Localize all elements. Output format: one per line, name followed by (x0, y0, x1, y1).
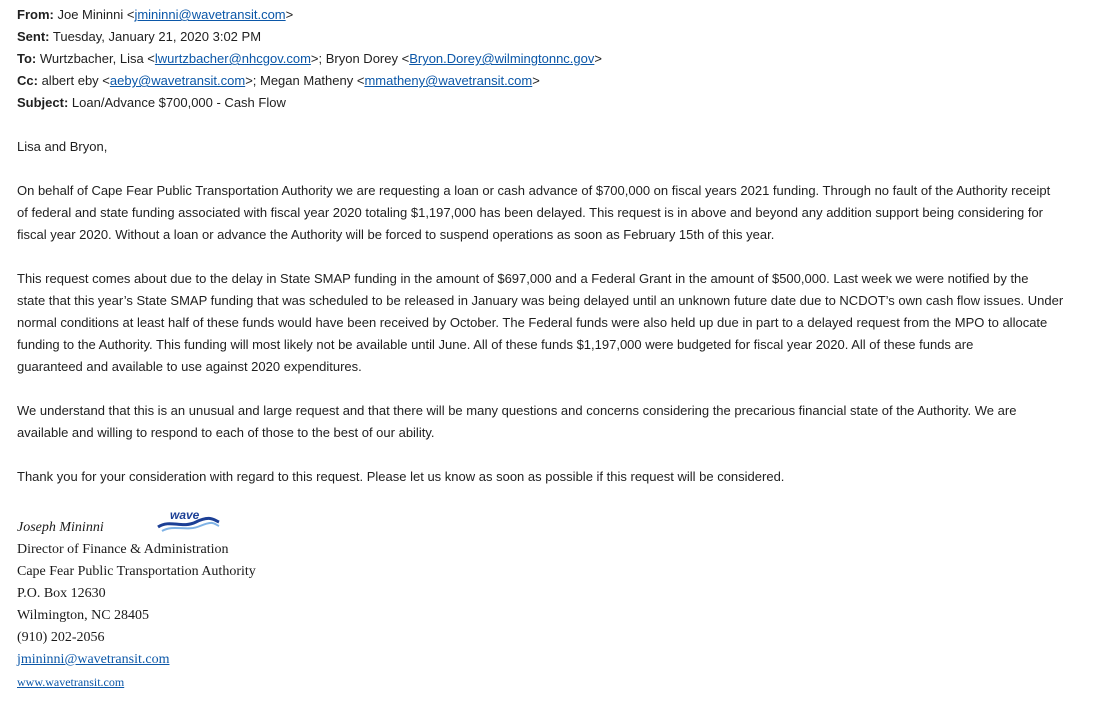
signature-org: Cape Fear Public Transportation Authority (17, 564, 256, 579)
cc-close: > (532, 73, 540, 88)
header-to (17, 48, 1099, 70)
to-name1: Wurtzbacher, Lisa < (39, 51, 155, 66)
paragraph-line: On behalf of Cape Fear Public Transportation Authority we are requesting a loan or cash advance of $700,000 on fiscal years 2021 funding. Through no fault of the Authority receipt (17, 183, 1051, 198)
cc-email1-link[interactable]: aeby@wavetransit.com (109, 73, 246, 88)
cc-email2-link[interactable]: mmatheny@wavetransit.com (364, 73, 533, 88)
header-cc (17, 70, 1099, 92)
paragraph-line: state that this year’s State SMAP funding that was scheduled to be released in January was being delayed until an unknown future date due to NCDOT’s own cash flow issues. Under (17, 293, 1064, 308)
logo-text: wave (170, 508, 200, 522)
to-email1-link[interactable]: lwurtzbacher@nhcgov.com (154, 51, 311, 66)
header-from (17, 4, 1099, 26)
to-close: > (594, 51, 602, 66)
sent-value: Tuesday, January 21, 2020 3:02 PM (52, 29, 262, 44)
to-separator: >; Bryon Dorey < (310, 51, 410, 66)
subject-value: Loan/Advance $700,000 - Cash Flow (71, 95, 286, 110)
paragraph-2 (17, 268, 1099, 378)
paragraph-line: available and willing to respond to each of those to the best of our ability. (17, 425, 435, 440)
email-message (17, 4, 1099, 488)
paragraph-line: funding to the Authority. This funding will most likely not be available until June. All of these funds $1,197,000 were budgeted for fiscal year 2020. All of these funds are (17, 337, 974, 352)
signature-block (17, 517, 256, 693)
to-email2-link[interactable]: Bryon.Dorey@wilmingtonnc.gov (409, 51, 595, 66)
cc-label: Cc: (17, 73, 38, 88)
signature-website-link[interactable]: www.wavetransit.com (17, 675, 125, 689)
paragraph-line: normal conditions at least half of these funds would have been received by October. The Federal funds were also held up due in part to a delayed request from the MPO to allocate (17, 315, 1048, 330)
paragraph-1 (17, 180, 1099, 246)
signature-po-box: P.O. Box 12630 (17, 586, 106, 601)
signature-name: Joseph Mininni (17, 520, 104, 535)
cc-name1: albert eby < (41, 73, 110, 88)
paragraph-line: of federal and state funding associated with fiscal year 2020 totaling $1,197,000 has been delayed. This request is in above and beyond any addition support being considering for (17, 205, 1044, 220)
to-label: To: (17, 51, 37, 66)
sent-label: Sent: (17, 29, 50, 44)
paragraph-line: This request comes about due to the delay in State SMAP funding in the amount of $697,000 and a Federal Grant in the amount of $500,000. Last week we were notified by the (17, 271, 1029, 286)
subject-label: Subject: (17, 95, 69, 110)
signature-phone: (910) 202-2056 (17, 630, 105, 645)
signature-title: Director of Finance & Administration (17, 542, 229, 557)
signature-email-link[interactable]: jmininni@wavetransit.com (17, 652, 170, 667)
header-sent (17, 26, 1099, 48)
paragraph-line: fiscal year 2020. Without a loan or advance the Authority will be forced to suspend operations as soon as February 15th of this year. (17, 227, 775, 242)
from-close: > (285, 7, 294, 22)
from-name: Joe Mininni < (57, 7, 135, 22)
header-subject (17, 92, 1099, 114)
greeting: Lisa and Bryon, (17, 139, 108, 154)
paragraph-line: We understand that this is an unusual and large request and that there will be many questions and concerns considering the precarious financial state of the Authority. We are (17, 403, 1017, 418)
paragraph-line: Thank you for your consideration with regard to this request. Please let us know as soon as possible if this request will be considered. (17, 469, 785, 484)
signature-city: Wilmington, NC 28405 (17, 608, 150, 623)
paragraph-3 (17, 400, 1099, 444)
cc-separator: >; Megan Matheny < (245, 73, 365, 88)
from-email-link[interactable]: jmininni@wavetransit.com (134, 7, 286, 22)
paragraph-line: guaranteed and available to use against 2020 expenditures. (17, 359, 362, 374)
from-label: From: (17, 7, 54, 22)
paragraph-4 (17, 466, 1099, 488)
